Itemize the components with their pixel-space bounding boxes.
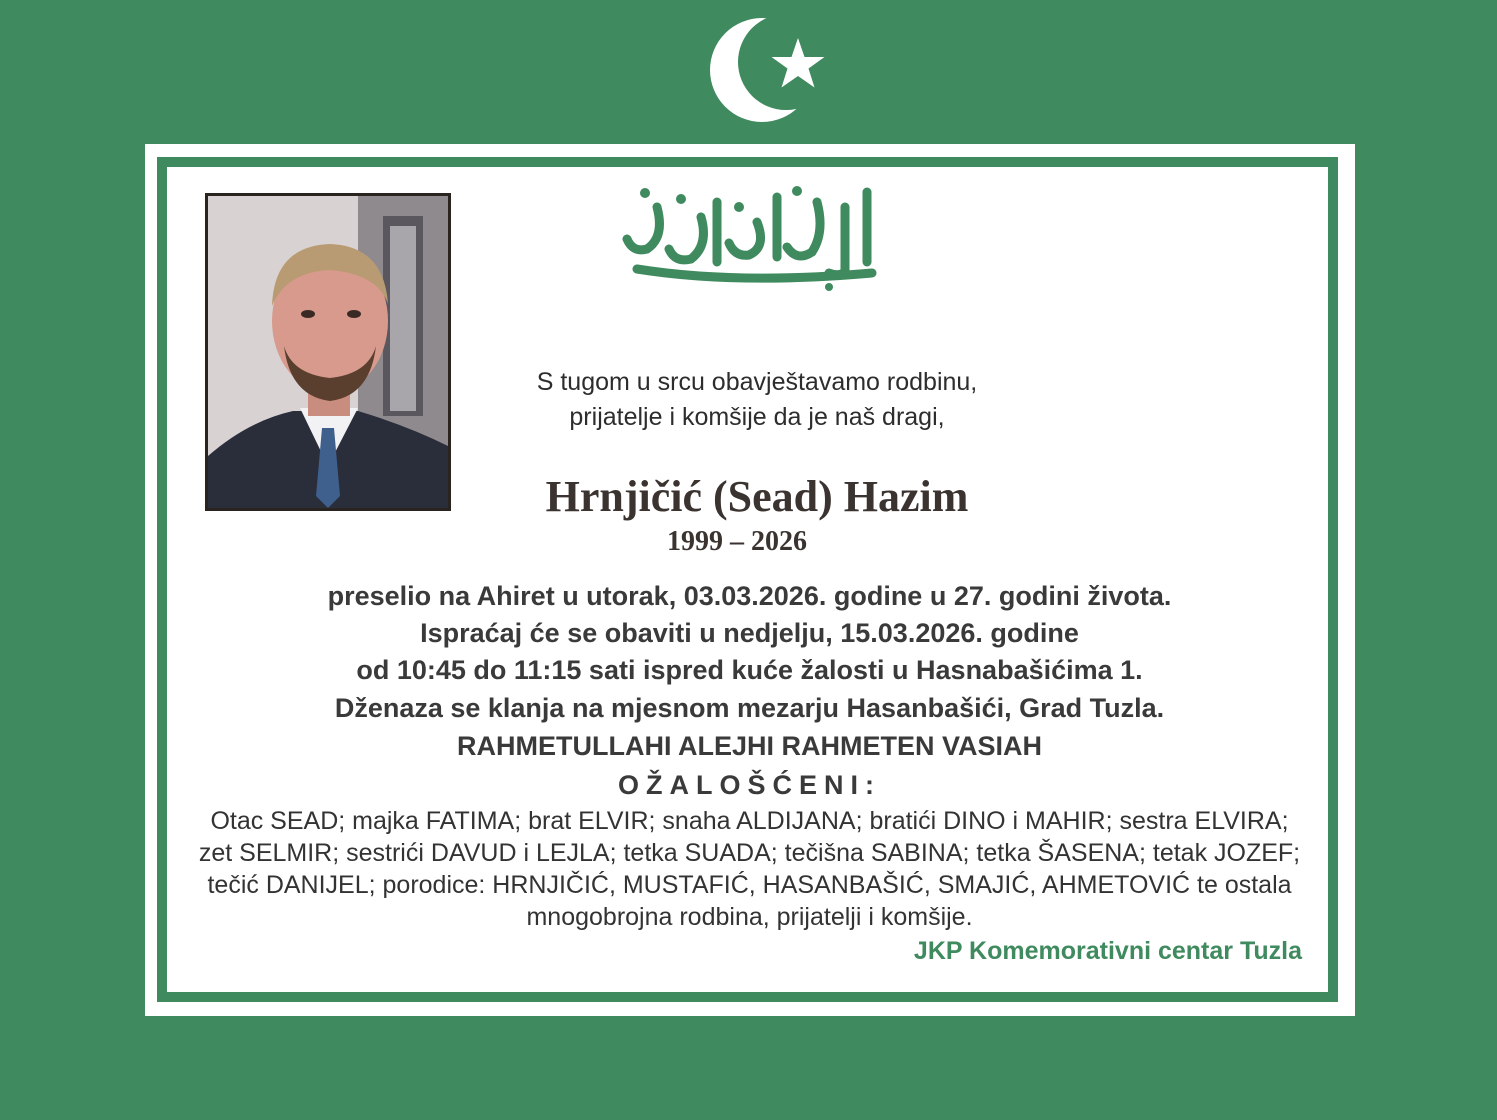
portrait-illustration <box>208 196 448 508</box>
detail-line: preselio na Ahiret u utorak, 03.03.2026. godine u 27. godini života. <box>327 581 1172 611</box>
deceased-name: Hrnjičić (Sead) Hazim <box>545 472 969 521</box>
intro-line: prijatelje i komšije da je naš dragi, <box>569 403 945 431</box>
deceased-photo <box>205 193 451 511</box>
mourners-list: Otac SEAD; majka FATIMA; brat ELVIR; snaha ALDIJANA; bratići DINO i MAHIR; sestra ELVIRA; zet SELMIR; sestrići DAVUD i LEJLA; tetka SUADA; tečišna SABINA; tetka ŠASENA; tetak JOZEF; tečić DANIJEL; porodice: HRNJIČIĆ, MUSTAFIĆ, HASANBAŠIĆ, SMAJIĆ, AHMETOVIĆ te ostala mnogobrojna rodbina, prijatelji i komšije. <box>198 807 1301 931</box>
life-years: 1999 – 2026 <box>667 526 807 557</box>
intro-text <box>477 365 1037 435</box>
crescent-star-icon <box>700 8 840 132</box>
funeral-service-name: JKP Komemorativni centar Tuzla <box>913 937 1302 965</box>
detail-line: Ispraćaj će se obaviti u nedjelju, 15.03.2026. godine <box>420 618 1079 648</box>
arabic-calligraphy <box>617 177 887 292</box>
obituary-card <box>177 169 1322 987</box>
detail-line: Dženaza se klanja na mjesnom mezarju Hasanbašići, Grad Tuzla. <box>334 693 1165 723</box>
prayer-line: RAHMETULLAHI ALEJHI RAHMETEN VASIAH <box>457 731 1042 761</box>
mourners-title: OŽALOŠĆENI: <box>618 770 881 800</box>
intro-line: S tugom u srcu obavještavamo rodbinu, <box>536 368 978 396</box>
detail-line: od 10:45 do 11:15 sati ispred kuće žalosti u Hasnabašićima 1. <box>356 655 1143 685</box>
